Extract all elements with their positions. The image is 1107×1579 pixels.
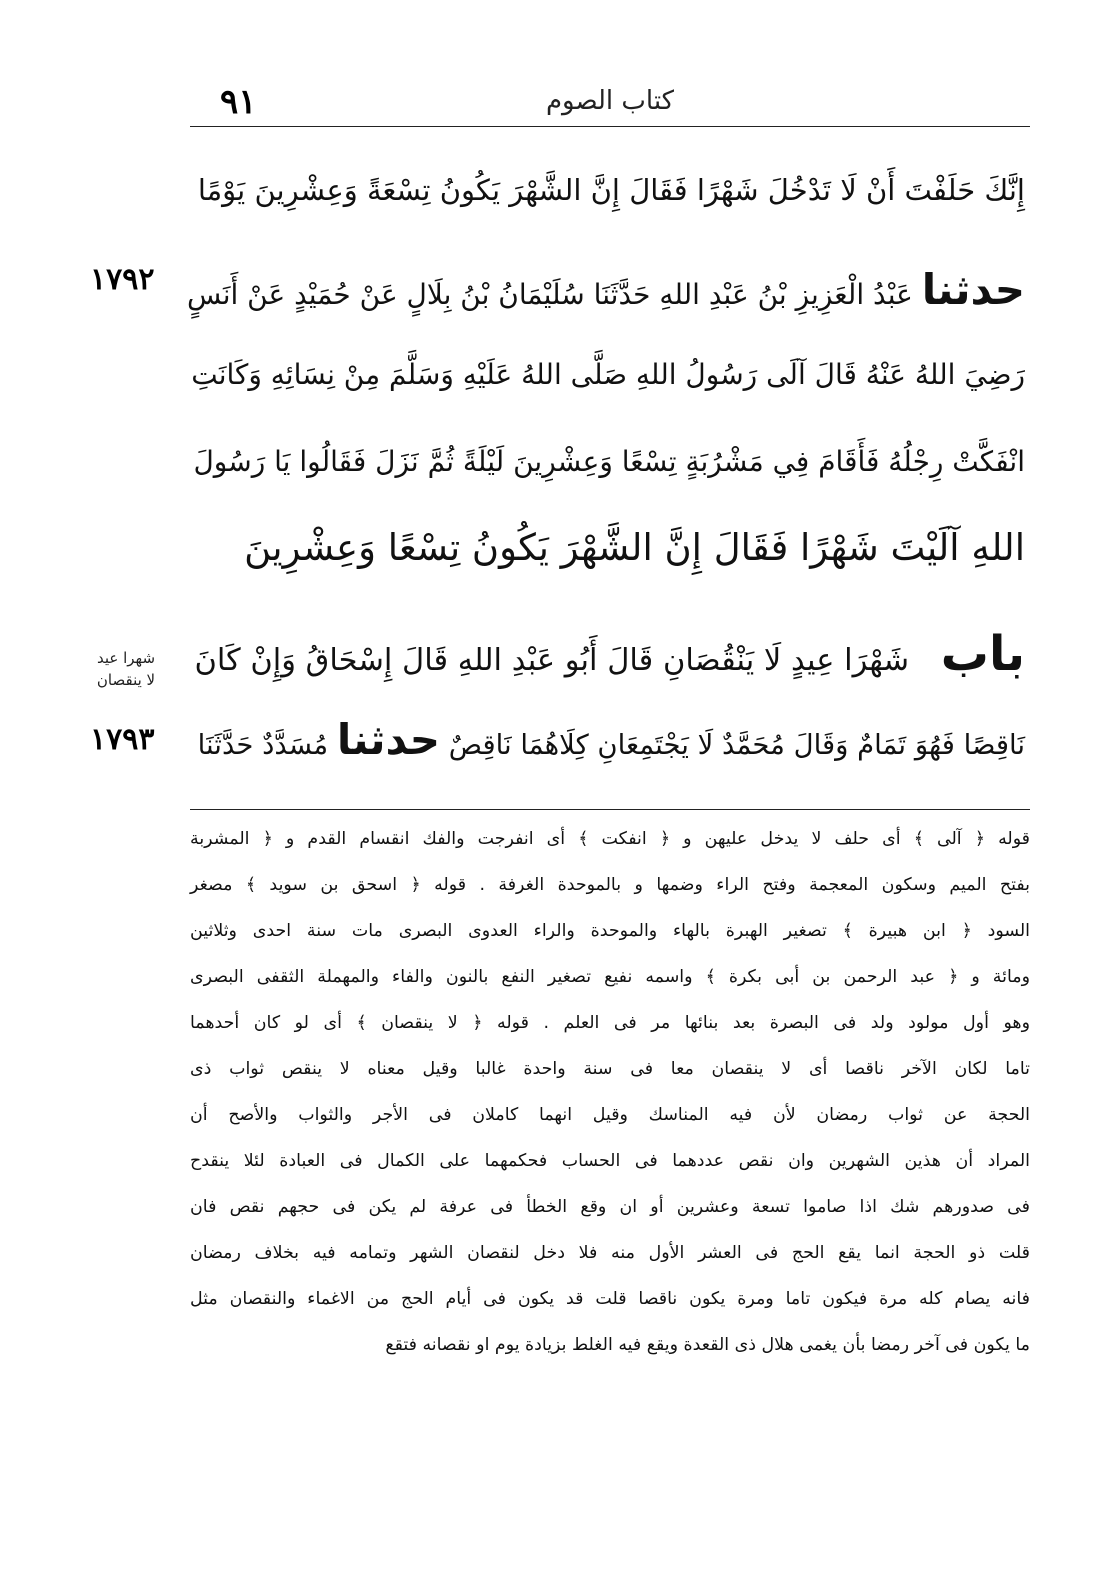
text-line: رَضِيَ اللهُ عَنْهُ قَالَ آلَى رَسُولُ اللهِ صَلَّى اللهُ عَلَيْهِ وَسَلَّمَ مِنْ نِسَائِهِ وَكَانَتِ <box>191 358 1025 391</box>
margin-note-line: شهرا عيد <box>96 649 156 667</box>
chapter-line <box>194 624 1025 691</box>
footnote-line: تاما لكان الآخر ناقصا أى لا ينقصان معا فى سنة واحدة غالبا وقيل معناه لا ينقص ثواب ذى <box>190 1059 1030 1079</box>
footnote-line: ما يكون فى آخر رمضا بأن يغمى هلال ذى القعدة ويقع فيه الغلط بزيادة يوم او نقصانه فتقع <box>385 1335 1030 1355</box>
chapter-heading: باب <box>940 626 1025 682</box>
header-rule <box>190 126 1030 127</box>
text-line <box>198 710 1025 775</box>
haddathana-word: حدثنا <box>921 265 1025 314</box>
margin-note <box>80 647 172 691</box>
footnote-line: وهو أول مولود ولد فى البصرة بعد بنائها مر فى العلم . قوله ﴿ لا ينقصان ﴾ أى لو كان أحدهما <box>190 1013 1030 1033</box>
text-line-body: نَاقِصًا فَهُوَ تَمَامٌ وَقَالَ مُحَمَّدٌ لَا يَجْتَمِعَانِ كِلَاهُمَا نَاقِصٌ <box>448 729 1025 761</box>
footnote-line: ومائة و ﴿ عبد الرحمن بن أبى بكرة ﴾ واسمه نفيع تصغير النفع بالنون والفاء والمهملة الثقفى البصرى <box>190 967 1030 987</box>
footnote-line: قوله ﴿ آلى ﴾ أى حلف لا يدخل عليهن و ﴿ انفكت ﴾ أى انفرجت والفك انقسام القدم و ﴿ المشربة <box>190 829 1030 849</box>
text-line-body: عَبْدُ الْعَزِيزِ بْنُ عَبْدِ اللهِ حَدَّثَنَا سُلَيْمَانُ بْنُ بِلَالٍ عَنْ حُمَيْدٍ عَنْ أَنَسٍ <box>187 278 913 311</box>
text-line: انْفَكَّتْ رِجْلُهُ فَأَقَامَ فِي مَشْرُبَةٍ تِسْعًا وَعِشْرِينَ لَيْلَةً ثُمَّ نَزَلَ فَقَالُوا يَا رَسُولَ <box>193 445 1025 478</box>
chapter-title: شَهْرَا عِيدٍ لَا يَنْقُصَانِ قَالَ أَبُو عَبْدِ اللهِ قَالَ إِسْحَاقُ وَإِنْ كَانَ <box>194 643 910 678</box>
footnote-line: بفتح الميم وسكون المعجمة وفتح الراء وضمها و بالموحدة الغرفة . قوله ﴿ اسحق بن سويد ﴾ مصغر <box>190 875 1030 895</box>
text-line: إِنَّكَ حَلَفْتَ أَنْ لَا تَدْخُلَ شَهْرًا فَقَالَ إِنَّ الشَّهْرَ يَكُونُ تِسْعَةً وَعِشْرِينَ يَوْمًا <box>197 173 1025 207</box>
hadith-number: ١٧٩٣ <box>90 722 155 757</box>
page-header <box>190 80 1030 126</box>
running-title: كتاب الصوم <box>545 86 675 116</box>
footnote-line: الحجة عن ثواب رمضان لأن فيه المناسك وقيل انهما كاملان فى الأجر والثواب والأصح أن <box>190 1105 1030 1125</box>
footnote-line: فى صدورهم شك اذا صاموا تسعة وعشرين أو ان وقع الخطأ فى عرفة لم يكن فى حجهم نقص فان <box>190 1197 1030 1217</box>
margin-note-line: لا ينقصان <box>96 671 156 689</box>
hadith-number: ١٧٩٢ <box>90 262 155 297</box>
haddathana-word: حدثنا <box>336 715 441 764</box>
footnote-line: المراد أن هذين الشهرين وان نقص عددهما فى الحساب فحكمهما على الكمال فى العبادة لئلا ينقدح <box>190 1151 1030 1171</box>
page-number: ٩١ <box>220 82 257 122</box>
text-line-end: مُسَدَّدٌ حَدَّثَنَا <box>197 729 329 761</box>
footnote-line: قلت ذو الحجة انما يقع الحج فى العشر الأول منه فلا دخل لنقصان الشهر وتمامه فيه بخلاف رمضان <box>190 1243 1030 1263</box>
footnote-line: فانه يصام كله مرة فيكون تاما ومرة يكون ناقصا قلت قد يكون فى أيام الحج من الاغماء والنقصان مثل <box>190 1289 1030 1309</box>
text-line <box>187 260 1025 325</box>
footnote-line: السود ﴿ ابن هبيرة ﴾ تصغير الهبرة بالهاء والموحدة والراء العدوى البصرى مات سنة احدى وثلاثين <box>190 921 1030 941</box>
text-line: اللهِ آلَيْتَ شَهْرًا فَقَالَ إِنَّ الشَّهْرَ يَكُونُ تِسْعًا وَعِشْرِينَ <box>244 526 1025 569</box>
footnote-rule <box>190 809 1030 810</box>
